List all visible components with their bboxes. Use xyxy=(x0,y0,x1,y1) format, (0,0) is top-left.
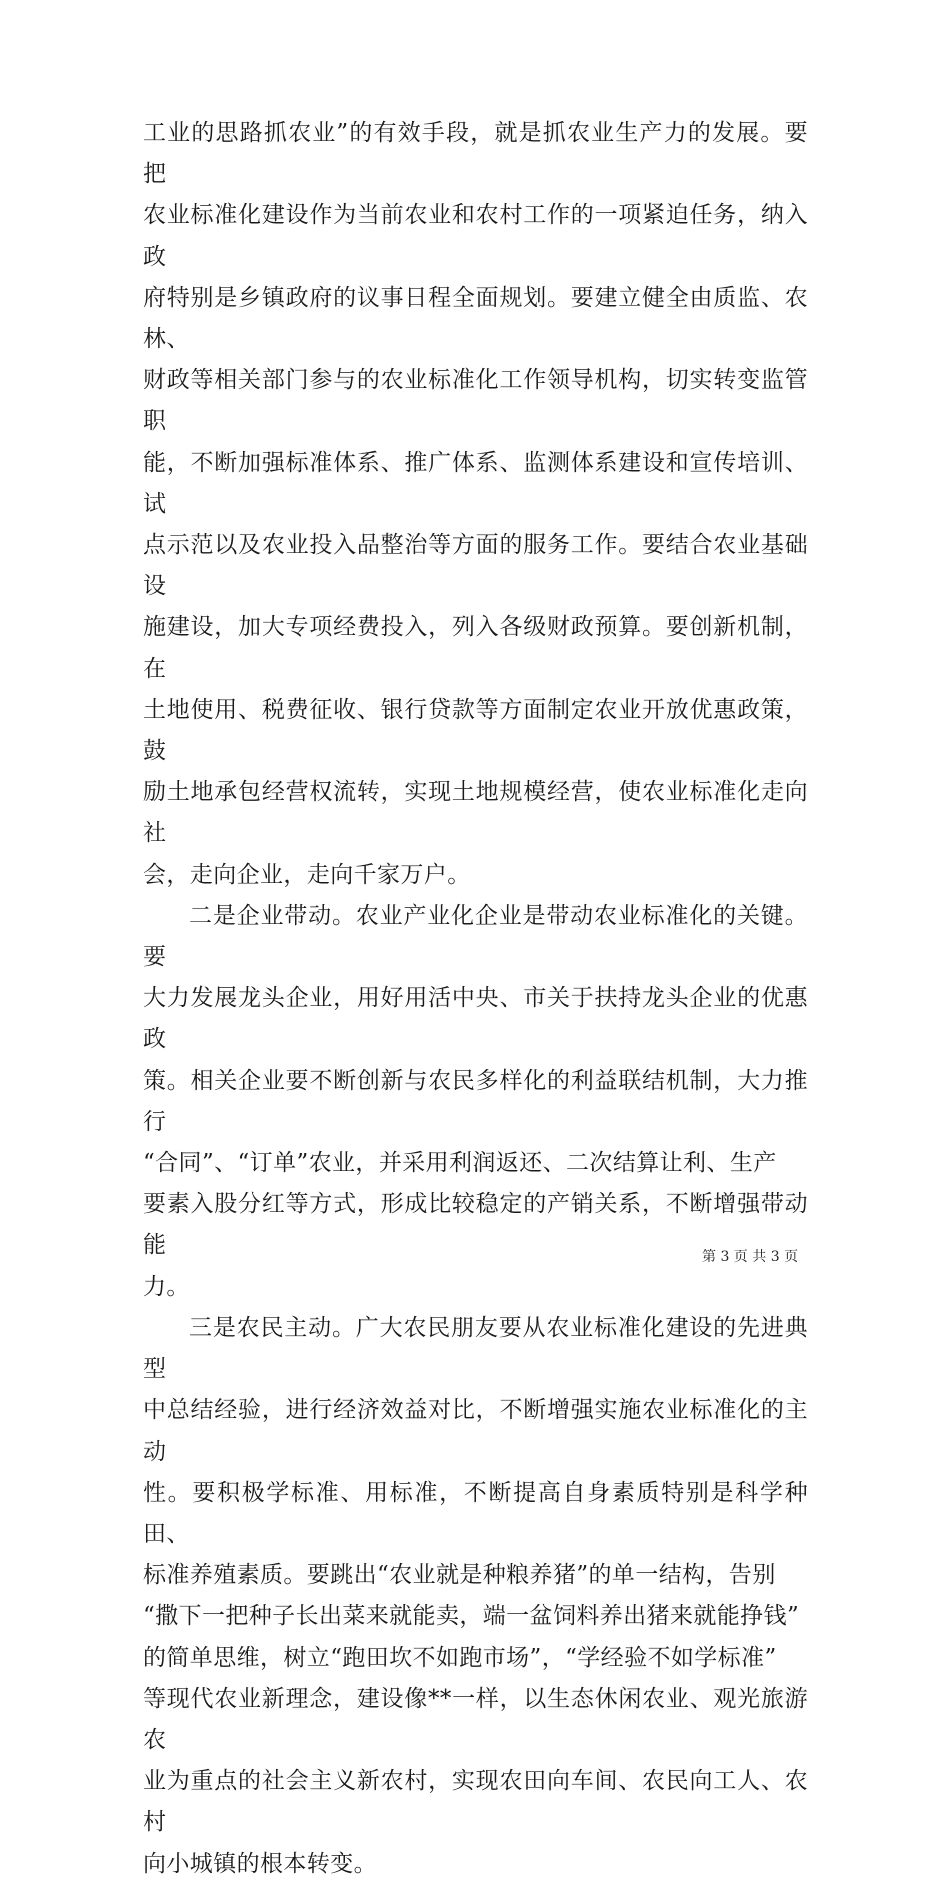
text-line: 农业标准化建设作为当前农业和农村工作的一项紧迫任务，纳入政 xyxy=(143,202,808,270)
text-line: “合同”、“订单”农业，并采用利润返还、二次结算让利、生产 xyxy=(143,1150,777,1177)
text-line: 施建设，加大专项经费投入，列入各级财政预算。要创新机制，在 xyxy=(143,614,808,682)
text-line: 中总结经验，进行经济效益对比，不断增强实施农业标准化的主动 xyxy=(143,1397,808,1465)
text-line: 工业的思路抓农业”的有效手段，就是抓农业生产力的发展。要把 xyxy=(143,120,808,188)
text-line: 土地使用、税费征收、银行贷款等方面制定农业开放优惠政策，鼓 xyxy=(143,696,808,765)
text-line: 业为重点的社会主义新农村，实现农田向车间、农民向工人、农村 xyxy=(143,1768,808,1836)
text-line: 财政等相关部门参与的农业标准化工作领导机构，切实转变监管职 xyxy=(143,367,808,435)
text-line: 等现代农业新理念，建设像**一样，以生态休闲农业、观光旅游农 xyxy=(143,1685,808,1753)
text-line: 向小城镇的根本转变。 xyxy=(143,1850,377,1877)
text-line: 策。相关企业要不断创新与农民多样化的利益联结机制，大力推行 xyxy=(143,1067,808,1135)
text-line: 三是农民主动。广大农民朋友要从农业标准化建设的先进典型 xyxy=(143,1314,808,1383)
text-line: 会，走向企业，走向千家万户。 xyxy=(143,861,471,888)
text-line: 大力发展龙头企业，用好用活中央、市关于扶持龙头企业的优惠政 xyxy=(143,985,808,1053)
paragraph-3 xyxy=(143,1308,808,1885)
document-body xyxy=(143,113,808,1885)
text-line: 二是企业带动。农业产业化企业是带动农业标准化的关键。要 xyxy=(143,902,808,971)
text-line: 点示范以及农业投入品整治等方面的服务工作。要结合农业基础设 xyxy=(143,532,808,600)
text-line: 力。 xyxy=(143,1273,190,1300)
text-line: 要素入股分红等方式，形成比较稳定的产销关系，不断增强带动能 xyxy=(143,1191,808,1259)
text-line: 的简单思维，树立“跑田坎不如跑市场”，“学经验不如学标准” xyxy=(143,1644,777,1671)
text-line: “撒下一把种子长出菜来就能卖，端一盆饲料养出猪来就能挣钱” xyxy=(143,1603,800,1630)
text-line: 能，不断加强标准体系、推广体系、监测体系建设和宣传培训、试 xyxy=(143,449,808,517)
text-line: 标准养殖素质。要跳出“农业就是种粮养猪”的单一结构，告别 xyxy=(143,1562,776,1589)
text-line: 励土地承包经营权流转，实现土地规模经营，使农业标准化走向社 xyxy=(143,779,808,847)
text-line: 府特别是乡镇政府的议事日程全面规划。要建立健全由质监、农林、 xyxy=(143,284,808,353)
page-number-footer: 第 3 页 共 3 页 xyxy=(702,1249,799,1265)
paragraph-1 xyxy=(143,113,808,896)
text-line: 性。要积极学标准、用标准，不断提高自身素质特别是科学种田、 xyxy=(143,1479,808,1547)
